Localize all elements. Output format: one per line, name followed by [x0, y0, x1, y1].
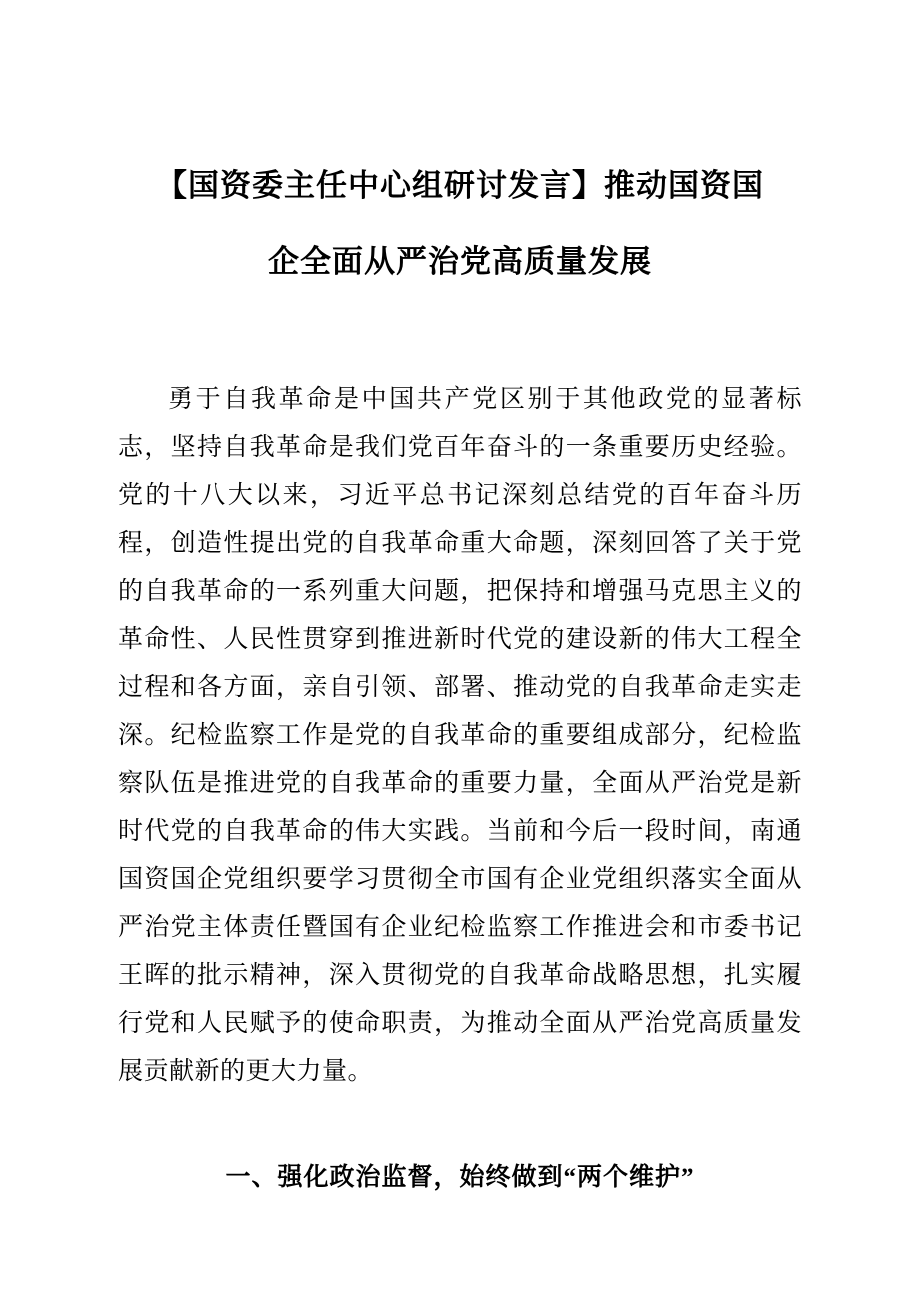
body-paragraph: 勇于自我革命是中国共产党区别于其他政党的显著标志，坚持自我革命是我们党百年奋斗的一条重要历史经验。党的十八大以来，习近平总书记深刻总结党的百年奋斗历程，创造性提出党的自我革命重大命题，深刻回答了关于党的自我革命的一系列重大问题，把保持和增强马克思主义的革命性、人民性贯穿到推进新时代党的建设新的伟大工程全过程和各方面，亲自引领、部署、推动党的自我革命走实走深。纪检监察工作是党的自我革命的重要组成部分，纪检监察队伍是推进党的自我革命的重要力量，全面从严治党是新时代党的自我革命的伟大实践。当前和今后一段时间，南通国资国企党组织要学习贯彻全市国有企业党组织落实全面从严治党主体责任暨国有企业纪检监察工作推进会和市委书记王晖的批示精神，深入贯彻党的自我革命战略思想，扎实履行党和人民赋予的使命职责，为推动全面从严治党高质量发展贡献新的更大力量。	[118, 386, 802, 1085]
section-heading: 一、强化政治监督，始终做到“两个维护”	[225, 1164, 695, 1191]
document-title: 【国资委主任中心组研讨发言】推动国资国企全面从严治党高质量发展	[156, 168, 764, 279]
